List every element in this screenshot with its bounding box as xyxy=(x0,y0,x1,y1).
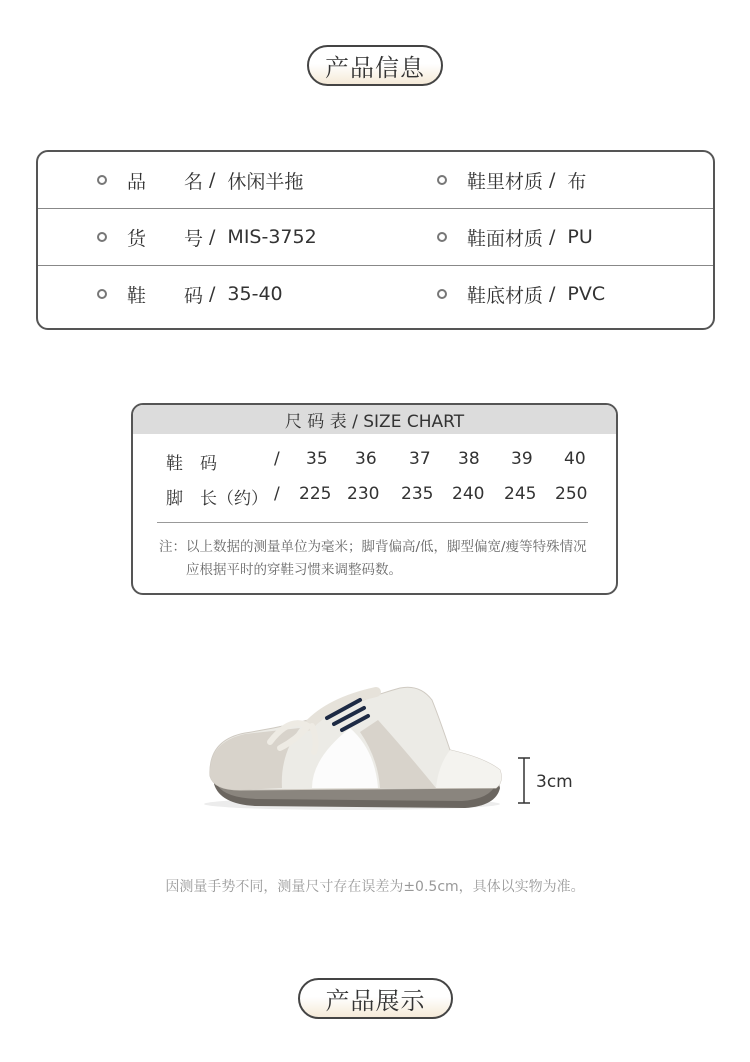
product-info-table xyxy=(36,150,715,330)
size-cell: 40 xyxy=(564,449,586,469)
info-value: PVC xyxy=(567,283,606,305)
bullet-icon xyxy=(97,232,107,242)
size-row-label: 脚 长（约） xyxy=(166,489,268,509)
info-value: 布 xyxy=(567,170,587,193)
info-separator: / xyxy=(549,169,556,191)
info-separator: / xyxy=(209,226,216,248)
info-key: 鞋 码 xyxy=(127,284,204,307)
size-cell: 37 xyxy=(409,449,431,469)
product-info-title: 产品信息 xyxy=(307,45,443,86)
size-cell: 36 xyxy=(355,449,377,469)
length-cell: 225 xyxy=(299,484,332,504)
info-key: 鞋底材质 xyxy=(467,284,544,307)
info-value: PU xyxy=(567,226,593,248)
info-key: 鞋面材质 xyxy=(467,227,544,250)
size-cell: 38 xyxy=(458,449,480,469)
info-item-name xyxy=(97,152,303,208)
size-row-foot-length xyxy=(133,484,616,508)
length-cell: 240 xyxy=(452,484,485,504)
bullet-icon xyxy=(437,289,447,299)
info-value: 35-40 xyxy=(227,283,283,305)
size-chart xyxy=(131,403,618,595)
length-cell: 250 xyxy=(555,484,588,504)
measurement-disclaimer: 因测量手势不同，测量尺寸存在误差为±0.5cm，具体以实物为准。 xyxy=(165,879,585,895)
info-separator: / xyxy=(209,283,216,305)
height-marker-icon xyxy=(516,757,532,805)
info-key: 品 名 xyxy=(127,170,204,193)
sole-height-label: 3cm xyxy=(536,772,573,792)
length-cell: 235 xyxy=(401,484,434,504)
product-display-title: 产品展示 xyxy=(298,978,453,1019)
size-chart-title: 尺 码 表 / SIZE CHART xyxy=(133,405,616,434)
length-cell: 245 xyxy=(504,484,537,504)
info-row xyxy=(38,266,713,322)
size-row-separator: / xyxy=(274,484,280,504)
bullet-icon xyxy=(97,175,107,185)
info-row xyxy=(38,209,713,266)
size-note-line: 应根据平时的穿鞋习惯来调整码数。 xyxy=(186,562,402,578)
size-chart-divider xyxy=(157,522,588,523)
size-chart-note xyxy=(159,536,599,582)
product-shoe-image xyxy=(200,680,510,815)
info-value: MIS-3752 xyxy=(227,226,317,248)
size-row-separator: / xyxy=(274,449,280,469)
length-cell: 230 xyxy=(347,484,380,504)
bullet-icon xyxy=(437,175,447,185)
size-note-line: 注：以上数据的测量单位为毫米；脚背偏高/低，脚型偏宽/瘦等特殊情况 xyxy=(159,539,587,555)
info-item-upper xyxy=(437,209,593,265)
info-separator: / xyxy=(549,226,556,248)
bullet-icon xyxy=(97,289,107,299)
info-item-sole xyxy=(437,266,605,322)
info-key: 货 号 xyxy=(127,227,204,250)
size-row-shoe-size xyxy=(133,449,616,473)
info-separator: / xyxy=(549,283,556,305)
info-row xyxy=(38,152,713,209)
size-row-label: 鞋 码 xyxy=(166,454,217,474)
size-cell: 35 xyxy=(306,449,328,469)
info-separator: / xyxy=(209,169,216,191)
size-cell: 39 xyxy=(511,449,533,469)
info-item-sku xyxy=(97,209,317,265)
bullet-icon xyxy=(437,232,447,242)
info-item-size xyxy=(97,266,283,322)
info-item-lining xyxy=(437,152,586,208)
info-value: 休闲半拖 xyxy=(227,170,304,193)
info-key: 鞋里材质 xyxy=(467,170,544,193)
